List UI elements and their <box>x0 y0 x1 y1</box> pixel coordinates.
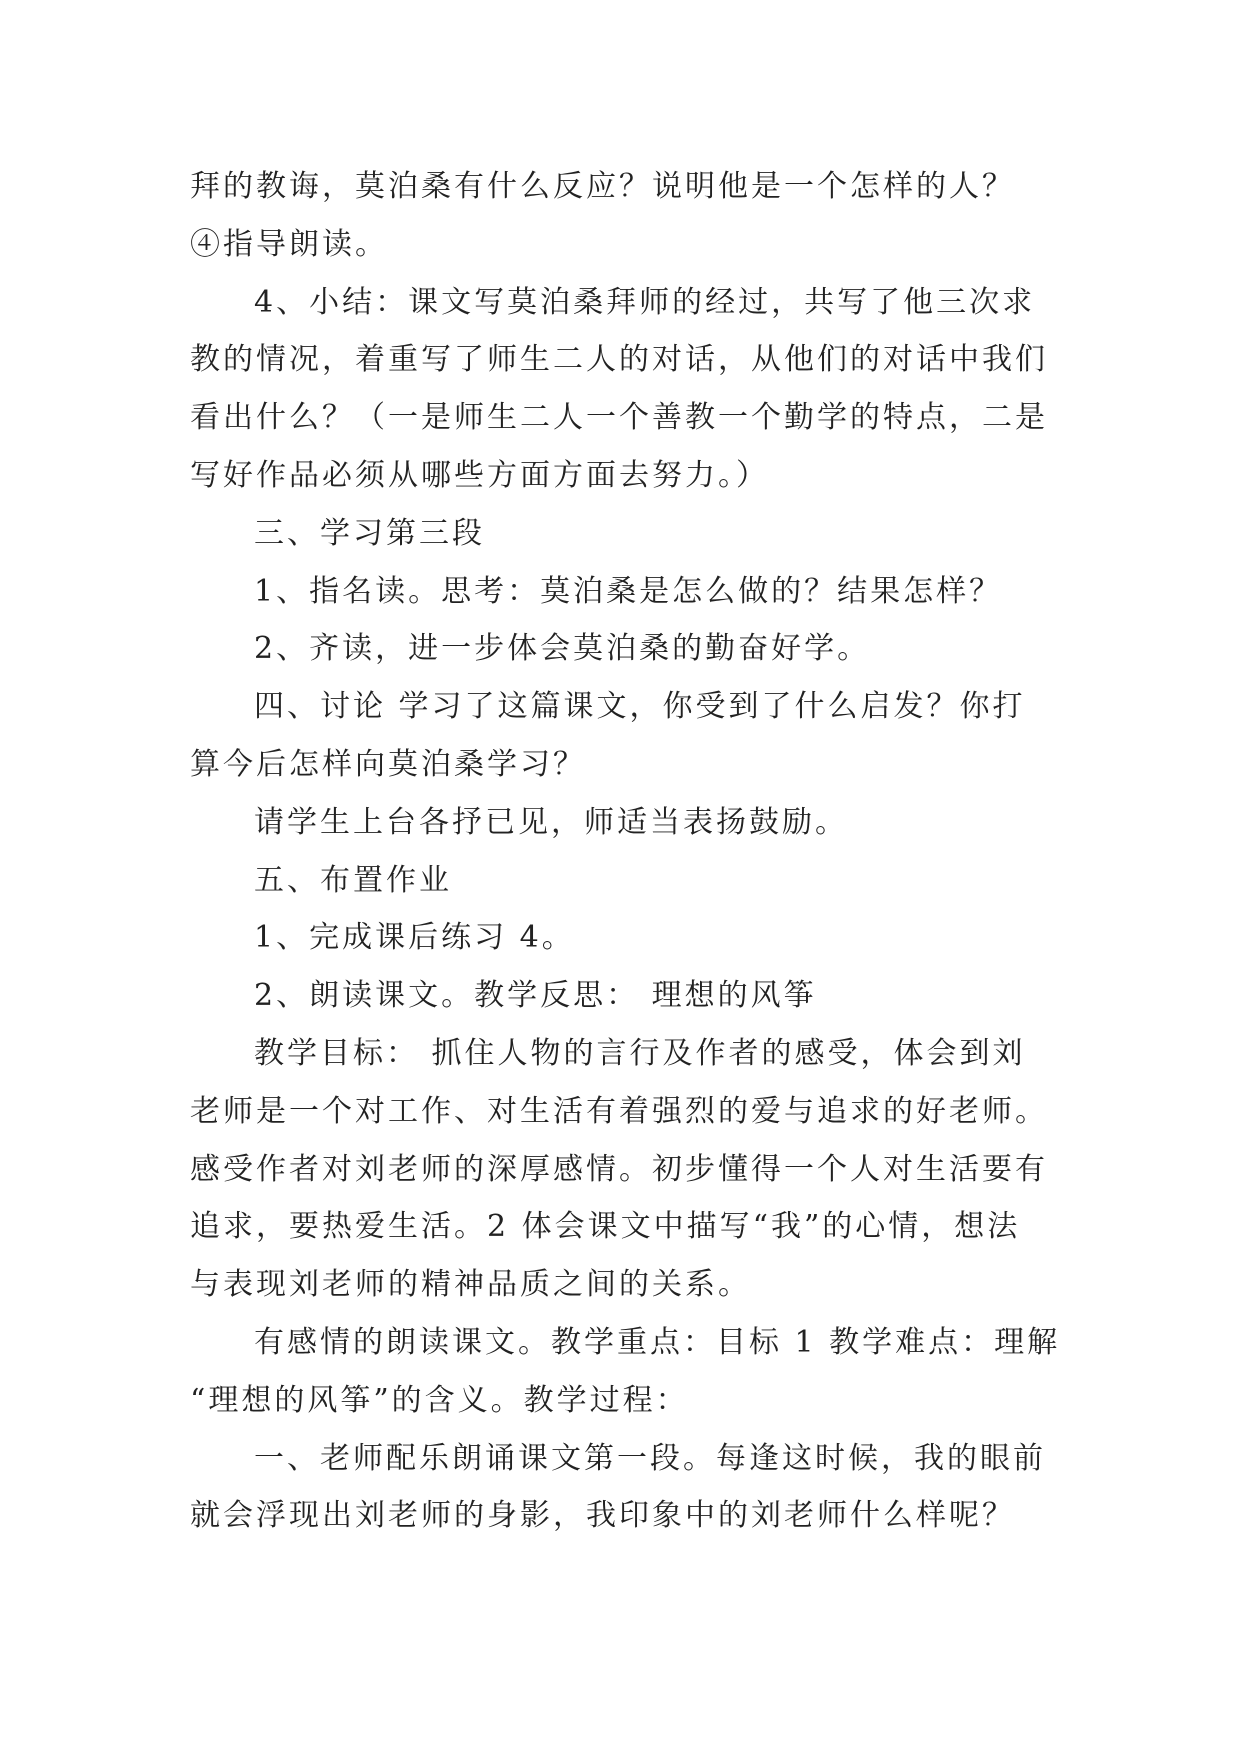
text-line: 4、小结：课文写莫泊桑拜师的经过，共写了他三次求 <box>254 284 1036 320</box>
text-line: 算今后怎样向莫泊桑学习？ <box>190 746 586 782</box>
text-line: “理想的风筝”的含义。教学过程： <box>190 1382 689 1418</box>
section-heading: 四、讨论 学习了这篇课文，你受到了什么启发？你打 <box>254 689 1026 725</box>
text-line: 教的情况，着重写了师生二人的对话，从他们的对话中我们 <box>190 342 1048 378</box>
text-line: 感受作者对刘老师的深厚感情。初步懂得一个人对生活要有 <box>190 1151 1048 1187</box>
text-line: 就会浮现出刘老师的身影，我印象中的刘老师什么样呢？ <box>190 1498 1015 1534</box>
text-line: 1、指名读。思考：莫泊桑是怎么做的？结果怎样？ <box>254 573 1003 609</box>
section-heading: 五、布置作业 <box>254 862 452 898</box>
text-line: 2、朗读课文。教学反思： 理想的风筝 <box>254 978 817 1014</box>
text-line: ④指导朗读。 <box>190 226 388 262</box>
text-line: 1、完成课后练习 4。 <box>254 920 575 956</box>
text-line: 有感情的朗读课文。教学重点：目标 1 教学难点：理解 <box>254 1324 1061 1360</box>
text-line: 写好作品必须从哪些方面方面去努力。） <box>190 457 769 493</box>
text-line: 与表现刘老师的精神品质之间的关系。 <box>190 1267 751 1303</box>
text-line: 看出什么？（一是师生二人一个善教一个勤学的特点，二是 <box>190 400 1048 436</box>
text-line: 请学生上台各抒已见，师适当表扬鼓励。 <box>254 804 848 840</box>
section-heading: 一、老师配乐朗诵课文第一段。每逢这时候，我的眼前 <box>254 1440 1046 1476</box>
text-line: 追求，要热爱生活。2 体会课文中描写“我”的心情，想法 <box>190 1209 1021 1245</box>
text-line: 拜的教诲，莫泊桑有什么反应？说明他是一个怎样的人？ <box>190 169 1015 204</box>
text-line: 老师是一个对工作、对生活有着强烈的爱与追求的好老师。 <box>190 1093 1048 1129</box>
text-line: 教学目标： 抓住人物的言行及作者的感受，体会到刘 <box>254 1035 1026 1071</box>
text-line: 2、齐读，进一步体会莫泊桑的勤奋好学。 <box>254 631 871 667</box>
section-heading: 三、学习第三段 <box>254 515 485 551</box>
document-body <box>190 158 1070 1545</box>
